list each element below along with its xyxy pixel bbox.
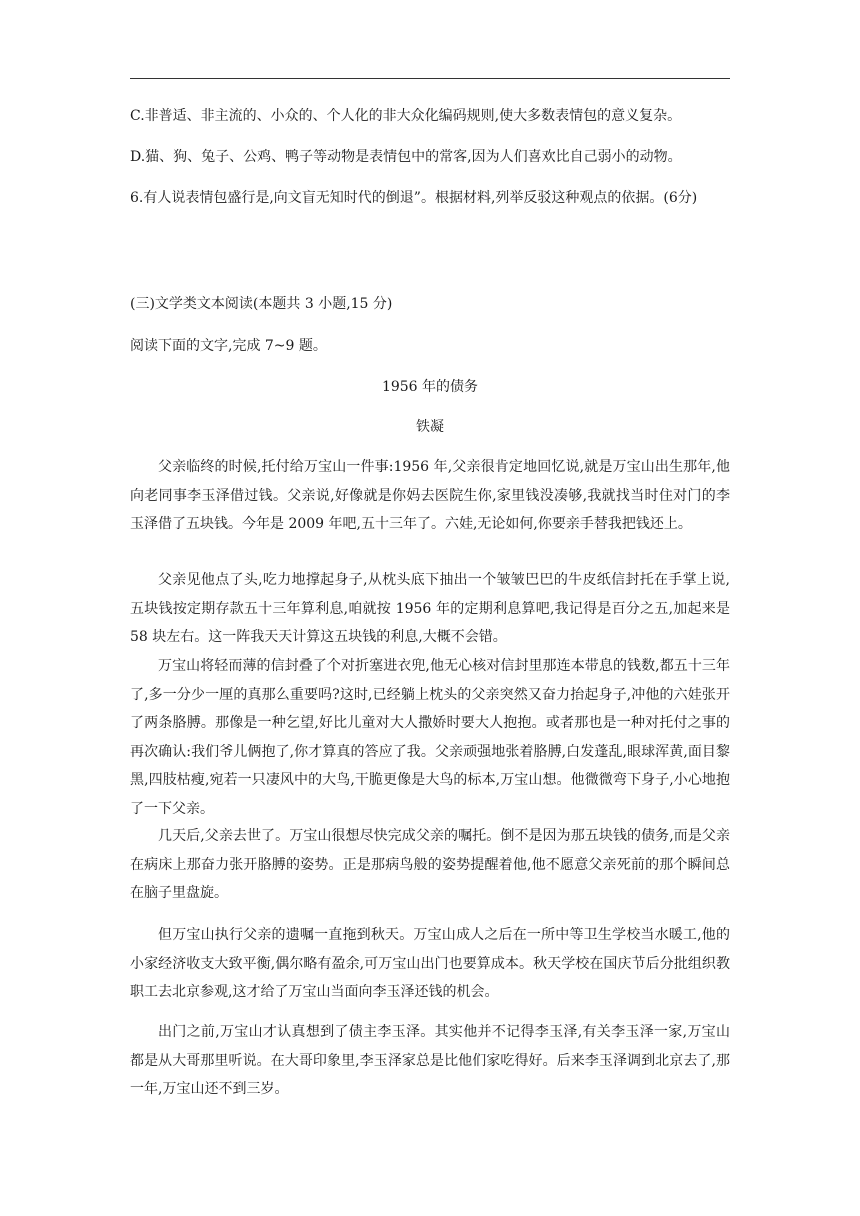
story-paragraph-6: 出门之前,万宝山才认真想到了债主李玉泽。其实他并不记得李玉泽,有关李玉泽一家,万宝山都是从大哥那里听说。在大哥印象里,李玉泽家总是比他们家吃得好。后来李玉泽调到北京去了,那一年,万宝山还不到三岁。 [130,1024,730,1097]
story-author: 铁凝 [416,419,444,435]
story-paragraph-2: 父亲见他点了头,吃力地撑起身子,从枕头底下抽出一个皱皱巴巴的牛皮纸信封托在手掌上说,五块钱按定期存款五十三年算利息,咱就按 1956 年的定期利息算吧,我记得是百分之五,加起来是 58 块左右。这一阵我天天计算这五块钱的利息,大概不会错。 [130,572,730,645]
story-title: 1956 年的债务 [381,379,479,395]
story-paragraph-4: 几天后,父亲去世了。万宝山很想尽快完成父亲的嘱托。倒不是因为那五块钱的债务,而是父亲在病床上那奋力张开胳膊的姿势。正是那病鸟般的姿势提醒着他,他不愿意父亲死前的那个瞬间总在脑子里盘旋。 [130,828,730,901]
story-paragraph-3: 万宝山将轻而薄的信封叠了个对折塞进衣兜,他无心核对信封里那连本带息的钱数,都五十三年了,多一分少一厘的真那么重要吗?这时,已经躺上枕头的父亲突然又奋力抬起身子,冲他的六娃张开了两条胳膊。那像是一种乞望,好比儿童对大人撒娇时要大人抱抱。或者那也是一种对托付之事的再次确认:我们爷儿俩抱了,你才算真的答应了我。父亲顽强地张着胳膊,白发蓬乱,眼球浑黄,面目黎黑,四肢枯瘦,宛若一只凄风中的大鸟,干脆更像是大鸟的标本,万宝山想。他微微弯下身子,小心地抱了一下父亲。 [130,658,730,817]
option-c: C.非普适、非主流的、小众的、个人化的非大众化编码规则,使大多数表情包的意义复杂。 [130,108,682,124]
story-paragraph-5: 但万宝山执行父亲的遗嘱一直拖到秋天。万宝山成人之后在一所中等卫生学校当水暖工,他的小家经济收支大致平衡,偶尔略有盈余,可万宝山出门也要算成本。秋天学校在国庆节后分批组织教职工去北京参观,这才给了万宝山当面向李玉泽还钱的机会。 [130,927,730,1000]
reading-instruction: 阅读下面的文字,完成 7~9 题。 [130,338,327,354]
story-paragraph-1: 父亲临终的时候,托付给万宝山一件事:1956 年,父亲很肯定地回忆说,就是万宝山出生那年,他向老同事李玉泽借过钱。父亲说,好像就是你妈去医院生你,家里钱没凑够,我就找当时住对门的李玉泽借了五块钱。今年是 2009 年吧,五十三年了。六娃,无论如何,你要亲手替我把钱还上。 [130,459,730,532]
option-d: D.猫、狗、兔子、公鸡、鸭子等动物是表情包中的常客,因为人们喜欢比自己弱小的动物。 [130,149,682,165]
section-heading: (三)文学类文本阅读(本题共 3 小题,15 分) [130,296,393,312]
header-rule [130,78,730,79]
question-6: 6.有人说表情包盛行是,向文盲无知时代的倒退”。根据材料,列举反驳这种观点的依据。(6分) [130,190,698,206]
